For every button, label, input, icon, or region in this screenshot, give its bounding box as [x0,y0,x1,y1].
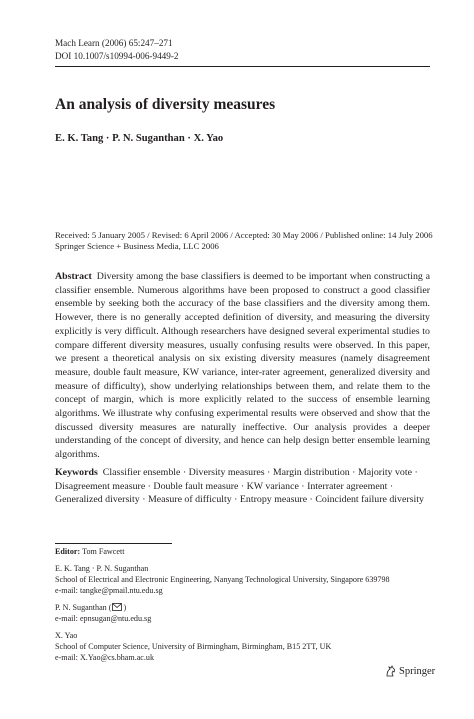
affiliation-1-email: e-mail: tangke@pmail.ntu.edu.sg [55,586,163,595]
affiliation-2-name: X. Yao [55,631,78,640]
abstract-text: Diversity among the base classifiers is deemed to be important when constructing a classifier ensemble. Numerous algorithms have been proposed to construct a good classifier ensemble by seeking both the accuracy of the base classifiers and the diversity among them. However, there is no generally accepted definition of diversity, and measuring the diversity explicitly is very difficult. Although researchers have designed several experimental studies to compare different diversity measures, usually confusing results were observed. In this paper, we present a theoretical analysis on six existing diversity measures (namely disagreement measure, double fault measure, KW variance, inter-rater agreement, generalized diversity and measure of difficulty), show underlying relationships between them, and relate them to the concept of margin, which is more explicitly related to the success of ensemble learning algorithms. We illustrate why confusing experimental results were observed and show that the discussed diversity measures are naturally ineffective. Our analysis provides a deeper understanding of the concept of diversity, and hence can help design better ensemble learning algorithms. [55,271,430,461]
affiliation-1-address: School of Electrical and Electronic Engineering, Nanyang Technological University, Singapore 639798 [55,575,390,584]
author-list: E. K. Tang · P. N. Suganthan · X. Yao [55,133,224,144]
editor-name: Tom Fawcett [82,547,125,556]
publication-dates: Received: 5 January 2005 / Revised: 6 April 2006 / Accepted: 30 May 2006 / Published online: 14 July 2006 [55,230,433,240]
abstract-label: Abstract [55,271,92,282]
corresponding-author-email: e-mail: epnsugan@ntu.edu.sg [55,614,152,623]
corresponding-author-close: ) [123,603,127,612]
publisher-logo [385,665,435,677]
keywords [55,466,430,507]
affiliation-1-names: E. K. Tang · P. N. Suganthan [55,564,149,573]
doi: DOI 10.1007/s10994-006-9449-2 [55,51,179,61]
journal-reference: Mach Learn (2006) 65:247–271 [55,38,173,48]
corresponding-author-name: P. N. Suganthan ( [55,603,112,612]
affiliation-2-email: e-mail: X.Yao@cs.bham.ac.uk [55,653,155,662]
keywords-label: Keywords [55,467,98,478]
publisher-name: Springer [399,665,436,677]
article-title: An analysis of diversity measures [55,96,276,113]
springer-horse-icon [385,665,397,677]
footnote-rule [55,543,172,544]
editor-note [55,546,124,557]
header-rule [55,66,430,67]
abstract [55,270,430,462]
affiliation-2-address: School of Computer Science, University of Birmingham, Birmingham, B15 2TT, UK [55,642,332,651]
corresponding-author [55,602,126,613]
keywords-text: Classifier ensemble · Diversity measures · Margin distribution · Majority vote · Disagreement measure · Double fault measure · KW variance · Interrater agreement · Generalized diversity · Measure of difficulty · Entropy measure · Coincident failure diversity [55,467,424,506]
editor-label: Editor: [55,547,81,556]
copyright-line: Springer Science + Business Media, LLC 2006 [55,241,219,251]
envelope-icon [112,603,122,611]
